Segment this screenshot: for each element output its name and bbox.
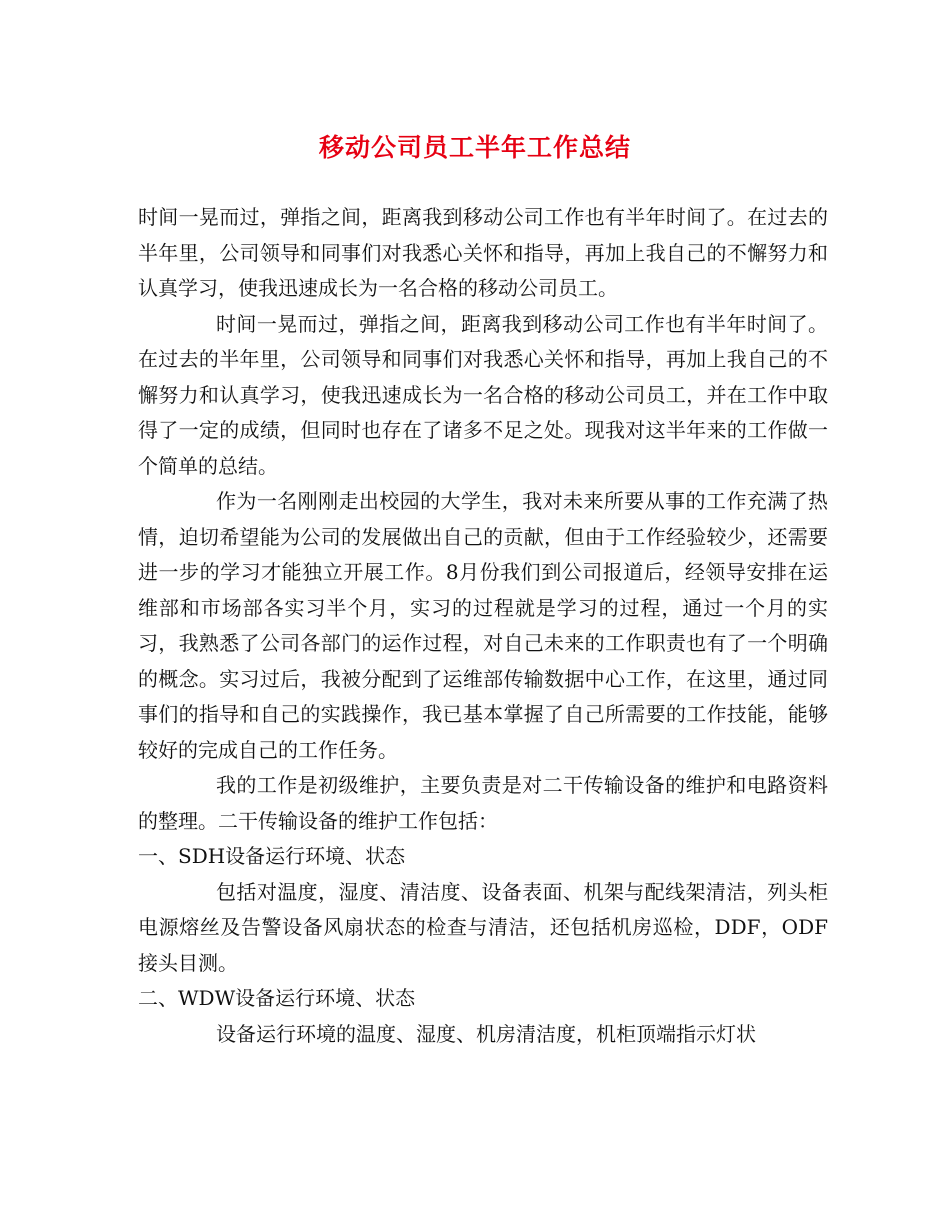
paragraph-5: 包括对温度，湿度、清洁度、设备表面、机架与配线架清洁，列头柜电源熔丝及告警设备风扇状态的检查与清洁，还包括机房巡检，DDF，ODF接头目测。: [138, 879, 828, 975]
document-title: 移动公司员工半年工作总结: [318, 133, 631, 162]
section-heading-wdw: 二、WDW设备运行环境、状态: [138, 986, 416, 1010]
section-heading-sdh: 一、SDH设备运行环境、状态: [138, 844, 406, 868]
paragraph-3: 作为一名刚刚走出校园的大学生，我对未来所要从事的工作充满了热情，迫切希望能为公司的发展做出自己的贡献，但由于工作经验较少，还需要进一步的学习才能独立开展工作。8月份我们到公司报道后，经领导安排在运维部和市场部各实习半个月，实习的过程就是学习的过程，通过一个月的实习，我熟悉了公司各部门的运作过程，对自己未来的工作职责也有了一个明确的概念。实习过后，我被分配到了运维部传输数据中心工作，在这里，通过同事们的指导和自己的实践操作，我已基本掌握了自己所需要的工作技能，能够较好的完成自己的工作任务。: [138, 489, 828, 762]
paragraph-2: 时间一晃而过，弹指之间，距离我到移动公司工作也有半年时间了。在过去的半年里，公司领导和同事们对我悉心关怀和指导，再加上我自己的不懈努力和认真学习，使我迅速成长为一名合格的移动公司员工，并在工作中取得了一定的成绩，但同时也存在了诸多不足之处。现我对这半年来的工作做一个简单的总结。: [138, 311, 828, 478]
paragraph-6: 设备运行环境的温度、湿度、机房清洁度，机柜顶端指示灯状: [216, 1021, 756, 1046]
document-body: [138, 200, 828, 1052]
paragraph-4: 我的工作是初级维护，主要负责是对二干传输设备的维护和电路资料的整理。二干传输设备的维护工作包括：: [138, 773, 828, 833]
paragraph-1: 时间一晃而过，弹指之间，距离我到移动公司工作也有半年时间了。在过去的半年里，公司领导和同事们对我悉心关怀和指导，再加上我自己的不懈努力和认真学习，使我迅速成长为一名合格的移动公司员工。: [138, 205, 828, 300]
